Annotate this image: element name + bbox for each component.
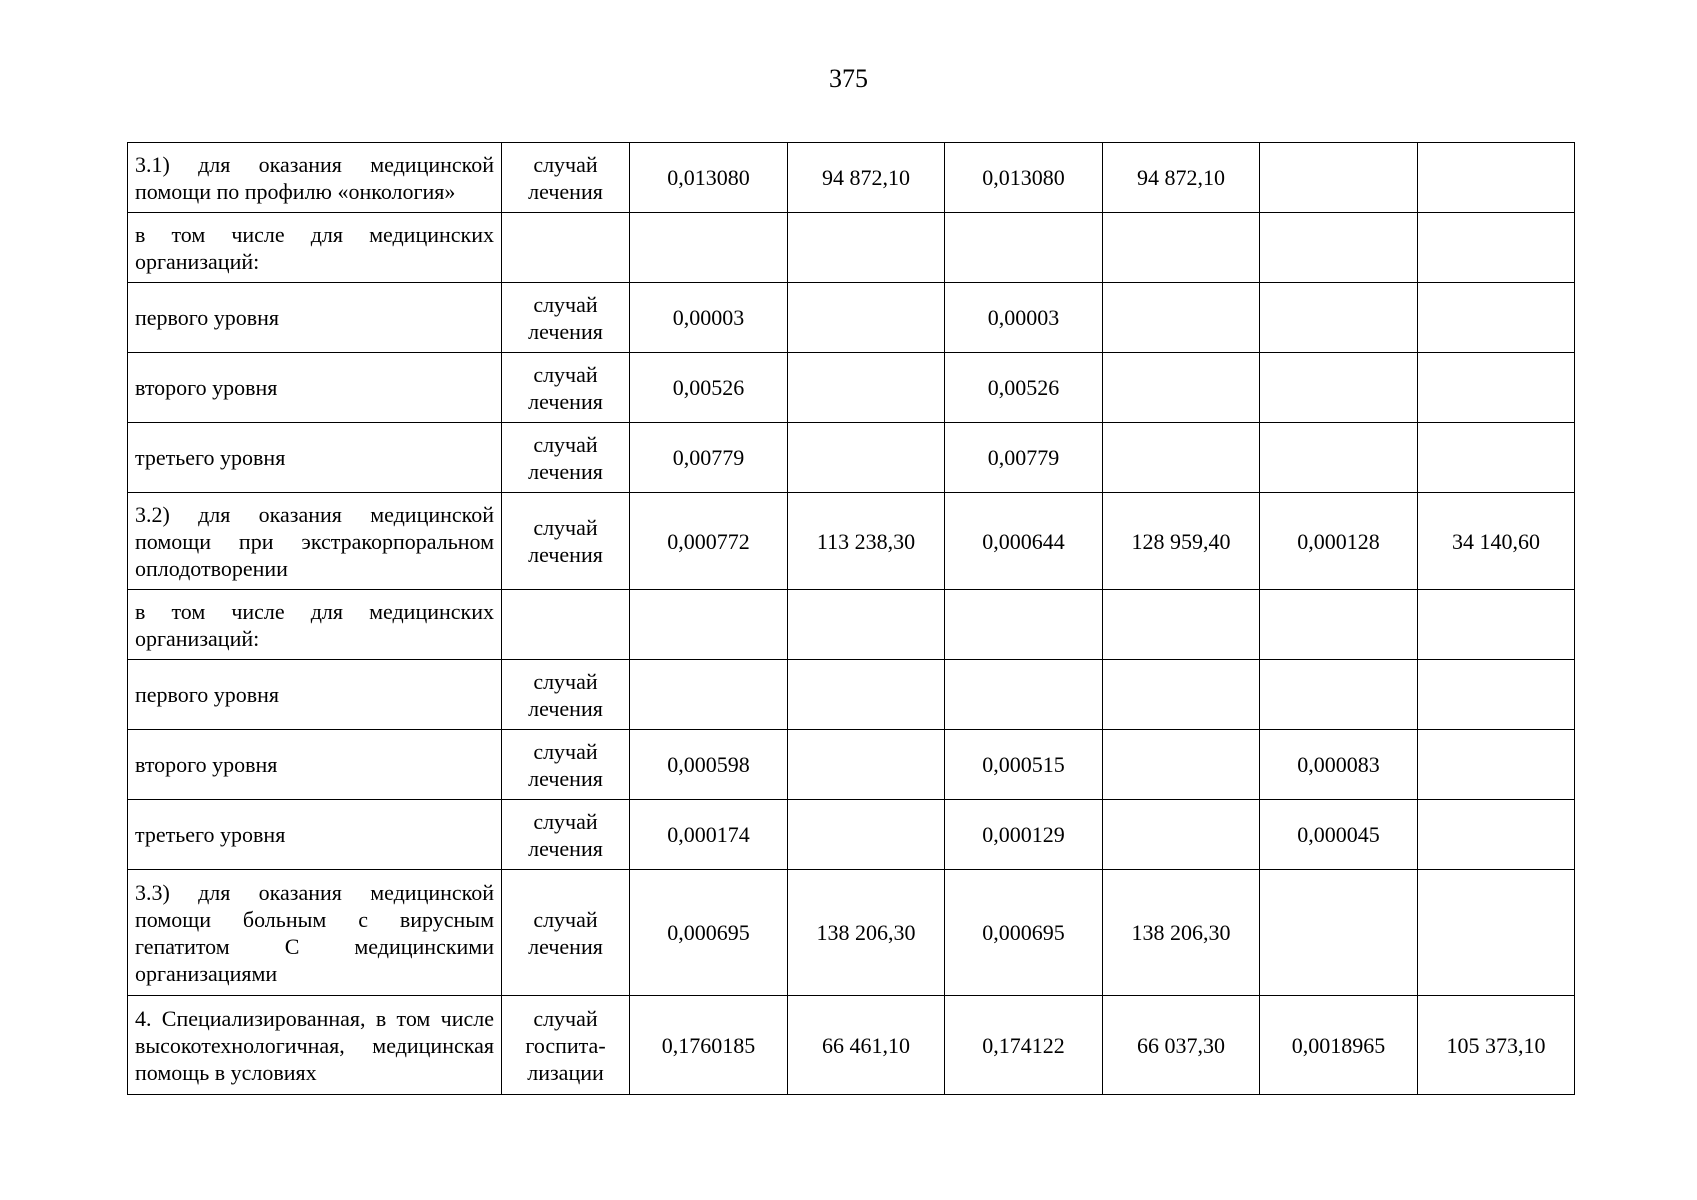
row-name-cell: второго уровня xyxy=(128,353,502,423)
value-cell xyxy=(1260,213,1418,283)
value-cell: 66 037,30 xyxy=(1103,996,1260,1095)
value-cell xyxy=(1418,353,1575,423)
value-cell: 0,000083 xyxy=(1260,730,1418,800)
value-cell: 0,1760185 xyxy=(630,996,788,1095)
row-name-cell: третьего уровня xyxy=(128,423,502,493)
value-cell xyxy=(1260,283,1418,353)
row-name-cell: в том числе для медицинских организаций: xyxy=(128,213,502,283)
unit-cell: случай лечения xyxy=(502,660,630,730)
value-cell: 66 461,10 xyxy=(788,996,945,1095)
table-row xyxy=(128,213,1575,283)
value-cell xyxy=(1418,143,1575,213)
value-cell: 105 373,10 xyxy=(1418,996,1575,1095)
value-cell: 0,00779 xyxy=(630,423,788,493)
unit-cell: случай лечения xyxy=(502,423,630,493)
value-cell: 0,013080 xyxy=(630,143,788,213)
value-cell xyxy=(1418,870,1575,996)
value-cell xyxy=(1418,283,1575,353)
unit-cell: случай лечения xyxy=(502,730,630,800)
value-cell xyxy=(630,660,788,730)
value-cell xyxy=(630,213,788,283)
row-name-cell: третьего уровня xyxy=(128,800,502,870)
value-cell xyxy=(1418,660,1575,730)
value-cell xyxy=(1418,730,1575,800)
value-cell xyxy=(1260,870,1418,996)
value-cell xyxy=(945,213,1103,283)
value-cell: 0,000598 xyxy=(630,730,788,800)
value-cell xyxy=(1260,423,1418,493)
value-cell xyxy=(630,590,788,660)
value-cell xyxy=(1418,590,1575,660)
unit-cell: случай лечения xyxy=(502,870,630,996)
value-cell xyxy=(788,590,945,660)
value-cell: 0,0018965 xyxy=(1260,996,1418,1095)
value-cell xyxy=(1103,800,1260,870)
row-name-cell: второго уровня xyxy=(128,730,502,800)
value-cell xyxy=(945,660,1103,730)
value-cell xyxy=(1260,660,1418,730)
value-cell: 0,00003 xyxy=(630,283,788,353)
value-cell xyxy=(1260,590,1418,660)
value-cell xyxy=(1103,423,1260,493)
table-row xyxy=(128,730,1575,800)
value-cell xyxy=(788,353,945,423)
value-cell xyxy=(788,660,945,730)
row-name-cell: в том числе для медицинских организаций: xyxy=(128,590,502,660)
table-row xyxy=(128,423,1575,493)
value-cell xyxy=(1260,353,1418,423)
value-cell: 0,000695 xyxy=(945,870,1103,996)
row-name-cell: первого уровня xyxy=(128,283,502,353)
value-cell: 0,00003 xyxy=(945,283,1103,353)
value-cell xyxy=(788,283,945,353)
value-cell: 0,000129 xyxy=(945,800,1103,870)
value-cell xyxy=(1103,730,1260,800)
value-cell: 0,000174 xyxy=(630,800,788,870)
row-name-cell: 3.1) для оказания медицинской помощи по профилю «онкология» xyxy=(128,143,502,213)
value-cell: 138 206,30 xyxy=(788,870,945,996)
value-cell xyxy=(1103,213,1260,283)
value-cell xyxy=(1260,143,1418,213)
value-cell xyxy=(1103,590,1260,660)
row-name-cell: 3.3) для оказания медицинской помощи больным с вирусным гепатитом С медицинскими организациями xyxy=(128,870,502,996)
value-cell xyxy=(1418,423,1575,493)
table-row xyxy=(128,143,1575,213)
value-cell xyxy=(788,730,945,800)
table-row xyxy=(128,800,1575,870)
value-cell: 0,000045 xyxy=(1260,800,1418,870)
value-cell xyxy=(1418,800,1575,870)
value-cell: 0,000128 xyxy=(1260,493,1418,590)
value-cell xyxy=(945,590,1103,660)
row-name-cell: 3.2) для оказания медицинской помощи при экстракорпоральном оплодотворении xyxy=(128,493,502,590)
table-row xyxy=(128,283,1575,353)
table-row xyxy=(128,996,1575,1095)
table-row xyxy=(128,353,1575,423)
value-cell xyxy=(1103,353,1260,423)
unit-cell: случай лечения xyxy=(502,143,630,213)
value-cell xyxy=(1103,660,1260,730)
unit-cell xyxy=(502,590,630,660)
value-cell: 128 959,40 xyxy=(1103,493,1260,590)
value-cell xyxy=(1103,283,1260,353)
data-table xyxy=(127,142,1575,1095)
value-cell: 0,013080 xyxy=(945,143,1103,213)
unit-cell xyxy=(502,213,630,283)
page-number: 375 xyxy=(829,64,868,93)
value-cell: 113 238,30 xyxy=(788,493,945,590)
table-row xyxy=(128,493,1575,590)
table-row xyxy=(128,870,1575,996)
value-cell xyxy=(788,213,945,283)
value-cell: 0,00779 xyxy=(945,423,1103,493)
value-cell xyxy=(788,800,945,870)
unit-cell: случай лечения xyxy=(502,800,630,870)
value-cell: 0,000695 xyxy=(630,870,788,996)
value-cell xyxy=(1418,213,1575,283)
table-row xyxy=(128,590,1575,660)
unit-cell: случай госпита-лизации xyxy=(502,996,630,1095)
value-cell: 138 206,30 xyxy=(1103,870,1260,996)
value-cell: 34 140,60 xyxy=(1418,493,1575,590)
value-cell: 0,000772 xyxy=(630,493,788,590)
row-name-cell: 4. Специализированная, в том числе высокотехнологичная, медицинская помощь в условиях xyxy=(128,996,502,1095)
row-name-cell: первого уровня xyxy=(128,660,502,730)
value-cell: 0,000515 xyxy=(945,730,1103,800)
value-cell: 0,000644 xyxy=(945,493,1103,590)
unit-cell: случай лечения xyxy=(502,353,630,423)
value-cell xyxy=(788,423,945,493)
value-cell: 94 872,10 xyxy=(1103,143,1260,213)
value-cell: 94 872,10 xyxy=(788,143,945,213)
unit-cell: случай лечения xyxy=(502,493,630,590)
value-cell: 0,00526 xyxy=(630,353,788,423)
value-cell: 0,174122 xyxy=(945,996,1103,1095)
value-cell: 0,00526 xyxy=(945,353,1103,423)
table-row xyxy=(128,660,1575,730)
unit-cell: случай лечения xyxy=(502,283,630,353)
